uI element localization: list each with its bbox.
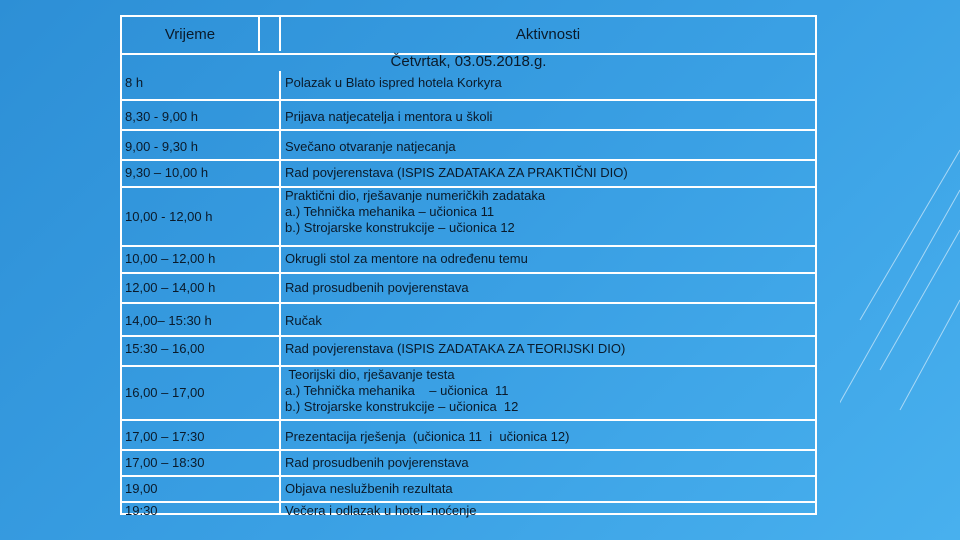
- activity-line: Okrugli stol za mentore na određenu temu: [285, 251, 528, 266]
- row-time: 16,00 – 17,00: [125, 385, 205, 400]
- activity-line: Rad povjerenstava (ISPIS ZADATAKA ZA PRAKTIČNI DIO): [285, 165, 628, 180]
- table-row: [122, 477, 815, 503]
- activity-line: a.) Tehnička mehanika – učionica 11: [285, 204, 495, 219]
- row-activity: [285, 455, 469, 471]
- header-time: Vrijeme: [164, 25, 216, 43]
- row-activity: [285, 188, 545, 236]
- row-time: 8 h: [125, 75, 144, 90]
- table-header: [122, 17, 815, 55]
- row-time: 10,00 - 12,00 h: [125, 209, 213, 224]
- row-activity: [285, 139, 456, 155]
- table-row: [122, 451, 815, 477]
- row-time: 12,00 – 14,00 h: [125, 280, 216, 295]
- row-time: 8,30 - 9,00 h: [125, 109, 198, 124]
- row-activity: [285, 75, 502, 91]
- schedule-table: [120, 15, 817, 518]
- row-activity: [285, 280, 469, 296]
- activity-line: Objava neslužbenih rezultata: [285, 481, 453, 496]
- table-row: [122, 188, 815, 247]
- table-row: [122, 247, 815, 274]
- row-time: 19:30: [125, 503, 158, 518]
- table-row: [122, 304, 815, 337]
- row-time: 19,00: [125, 481, 158, 496]
- row-activity: [285, 341, 625, 357]
- activity-line: Rad prosudbenih povjerenstava: [285, 455, 469, 470]
- table-row: [122, 71, 815, 101]
- activity-line: Ručak: [285, 313, 322, 328]
- row-activity: [285, 165, 628, 181]
- date-heading: Četvrtak, 03.05.2018.g.: [390, 53, 547, 70]
- table-row: [122, 367, 815, 421]
- activity-line: Polazak u Blato ispred hotela Korkyra: [285, 75, 502, 90]
- row-activity: [285, 367, 518, 415]
- row-time: 10,00 – 12,00 h: [125, 251, 216, 266]
- header-activities: Aktivnosti: [515, 25, 581, 43]
- table-row: [122, 337, 815, 367]
- activity-line: Večera i odlazak u hotel -noćenje: [285, 503, 477, 518]
- activity-line: Svečano otvaranje natjecanja: [285, 139, 456, 154]
- row-activity: [285, 429, 569, 445]
- activity-line: Praktični dio, rješavanje numeričkih zadataka: [285, 188, 546, 203]
- row-activity: [285, 481, 453, 497]
- table-row: [122, 161, 815, 188]
- activity-line: Prijava natjecatelja i mentora u školi: [285, 109, 493, 124]
- table-row: [122, 131, 815, 161]
- activity-line: Rad povjerenstava (ISPIS ZADATAKA ZA TEORIJSKI DIO): [285, 341, 626, 356]
- row-activity: [285, 251, 528, 267]
- row-activity: [285, 109, 492, 125]
- row-time: 14,00– 15:30 h: [125, 313, 212, 328]
- table-row: [122, 101, 815, 131]
- activity-line: b.) Strojarske konstrukcije – učionica 12: [285, 399, 519, 414]
- decorative-lines: [840, 0, 960, 540]
- table-row: [122, 274, 815, 304]
- header-divider: [258, 17, 260, 51]
- row-time: 17,00 – 18:30: [125, 455, 205, 470]
- activity-line: Teorijski dio, rješavanje testa: [285, 367, 455, 382]
- activity-line: Prezentacija rješenja (učionica 11 i učionica 12): [285, 429, 570, 444]
- table-row: [122, 503, 815, 518]
- row-time: 15:30 – 16,00: [125, 341, 205, 356]
- table-row: [122, 421, 815, 451]
- row-time: 9,30 – 10,00 h: [125, 165, 209, 180]
- activity-line: a.) Tehnička mehanika – učionica 11: [285, 383, 509, 398]
- row-activity: [285, 503, 477, 519]
- row-time: 17,00 – 17:30: [125, 429, 205, 444]
- activity-line: b.) Strojarske konstrukcije – učionica 12: [285, 220, 515, 235]
- activity-line: Rad prosudbenih povjerenstava: [285, 280, 469, 295]
- row-activity: [285, 313, 322, 329]
- row-time: 9,00 - 9,30 h: [125, 139, 198, 154]
